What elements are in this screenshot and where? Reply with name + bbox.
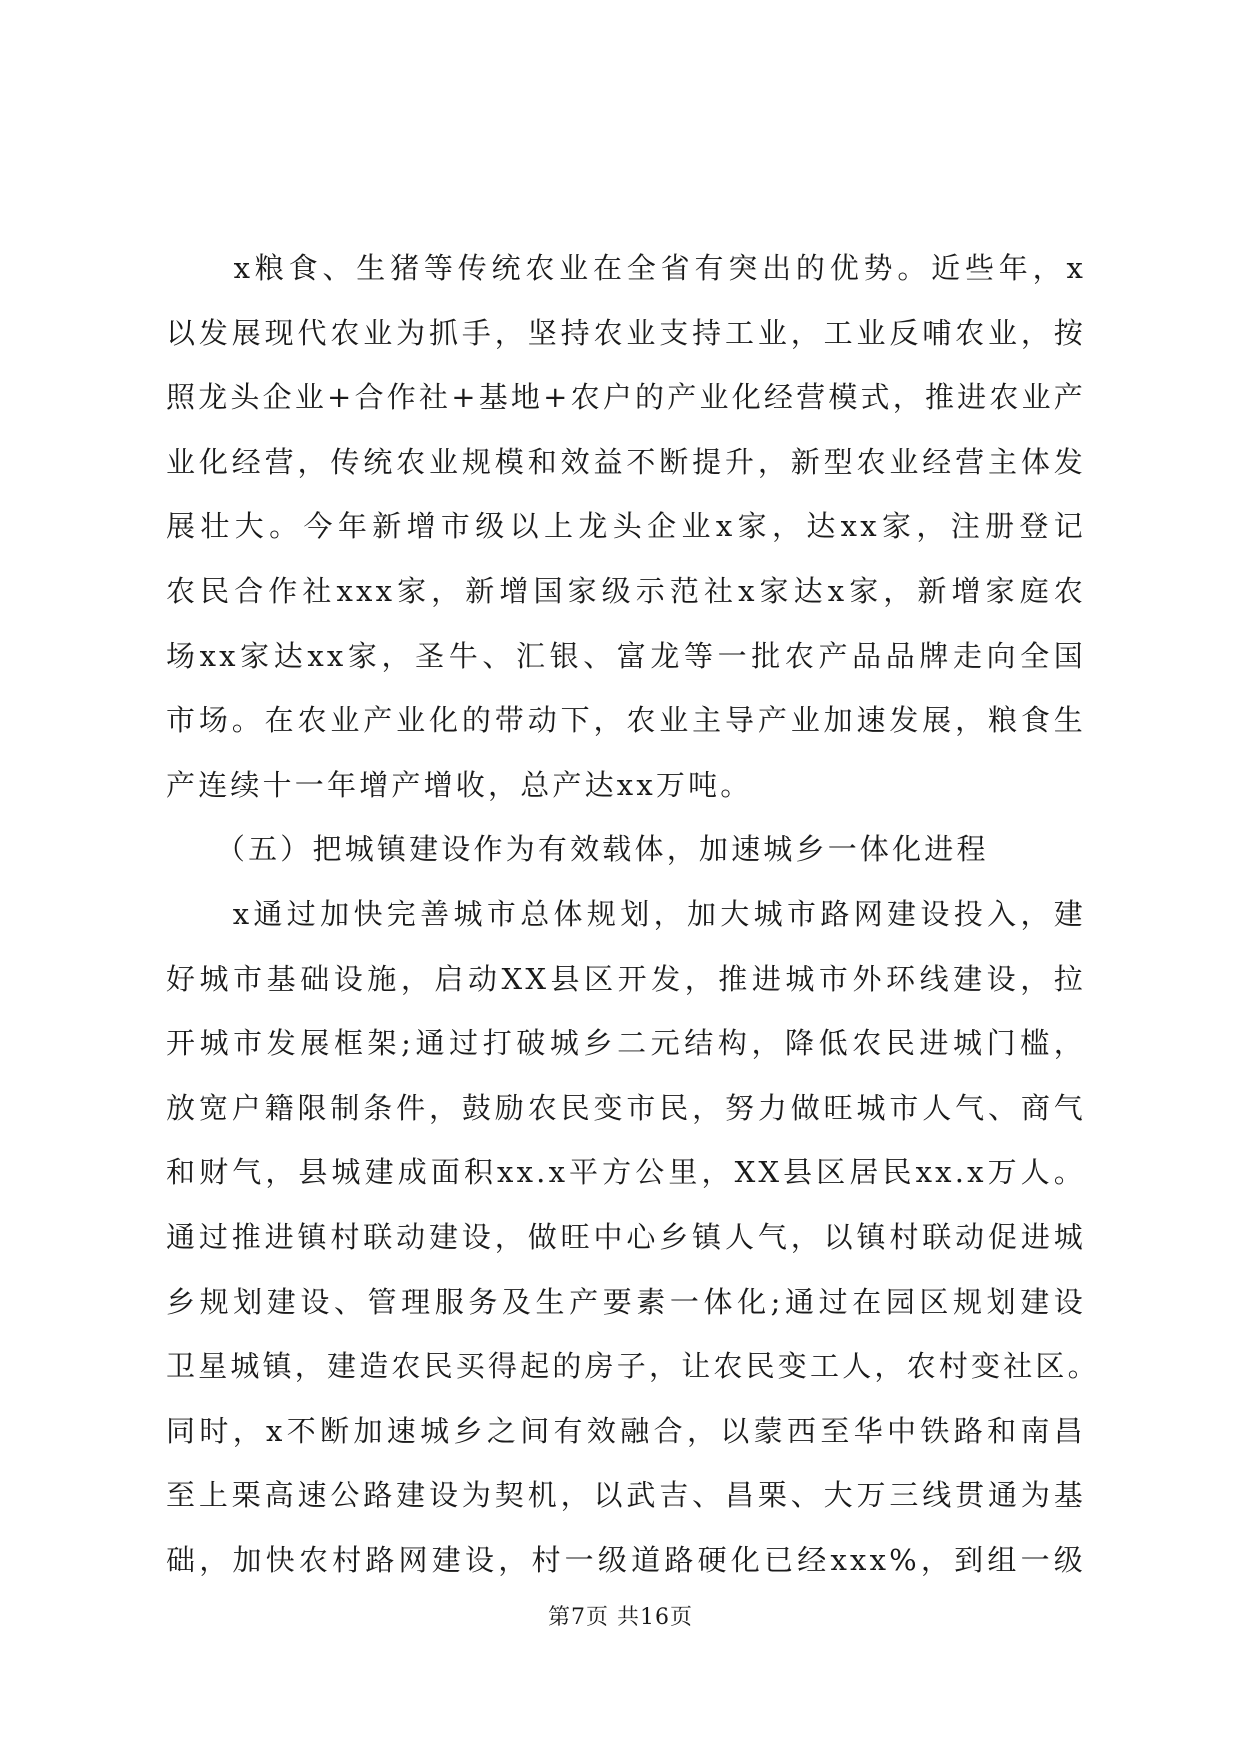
text-line: 和财气，县城建成面积xx.x平方公里，XX县区居民xx.x万人。: [166, 1155, 1086, 1190]
page-footer: 第7页 共16页: [548, 1605, 693, 1630]
text-line: 放宽户籍限制条件，鼓励农民变市民，努力做旺城市人气、商气: [166, 1090, 1086, 1125]
text-line: x粮食、生猪等传统农业在全省有突出的优势。近些年，x: [166, 251, 1086, 285]
section-heading: （五）把城镇建设作为有效载体，加速城乡一体化进程: [166, 832, 989, 867]
text-line: 通过推进镇村联动建设，做旺中心乡镇人气，以镇村联动促进城: [166, 1219, 1086, 1254]
text-line: 础，加快农村路网建设，村一级道路硬化已经xxx%，到组一级: [166, 1542, 1086, 1577]
text-line: 同时，x不断加速城乡之间有效融合，以蒙西至华中铁路和南昌: [166, 1413, 1086, 1448]
text-line: 市场。在农业产业化的带动下，农业主导产业加速发展，粮食生: [166, 703, 1086, 738]
body-text: [166, 236, 1100, 1592]
text-line: 农民合作社xxx家，新增国家级示范社x家达x家，新增家庭农: [166, 573, 1086, 608]
text-line: 业化经营，传统农业规模和效益不断提升，新型农业经营主体发: [166, 444, 1086, 479]
text-line: 乡规划建设、管理服务及生产要素一体化;通过在园区规划建设: [166, 1284, 1086, 1319]
text-line: 卫星城镇，建造农民买得起的房子，让农民变工人，农村变社区。: [166, 1349, 1100, 1384]
text-line: 好城市基础设施，启动XX县区开发，推进城市外环线建设，拉: [166, 961, 1086, 996]
text-line: 至上栗高速公路建设为契机，以武吉、昌栗、大万三线贯通为基: [166, 1478, 1086, 1513]
text-line: 以发展现代农业为抓手，坚持农业支持工业，工业反哺农业，按: [166, 315, 1086, 350]
text-line: 产连续十一年增产增收，总产达xx万吨。: [166, 767, 753, 802]
text-line: 场xx家达xx家，圣牛、汇银、富龙等一批农产品品牌走向全国: [166, 638, 1086, 673]
text-line: x通过加快完善城市总体规划，加大城市路网建设投入，建: [166, 896, 1086, 931]
text-line: 开城市发展框架;通过打破城乡二元结构，降低农民进城门槛，: [166, 1026, 1086, 1061]
text-line: 照龙头企业+合作社+基地+农户的产业化经营模式，推进农业产: [166, 380, 1086, 415]
text-line: 展壮大。今年新增市级以上龙头企业x家，达xx家，注册登记: [166, 509, 1086, 544]
